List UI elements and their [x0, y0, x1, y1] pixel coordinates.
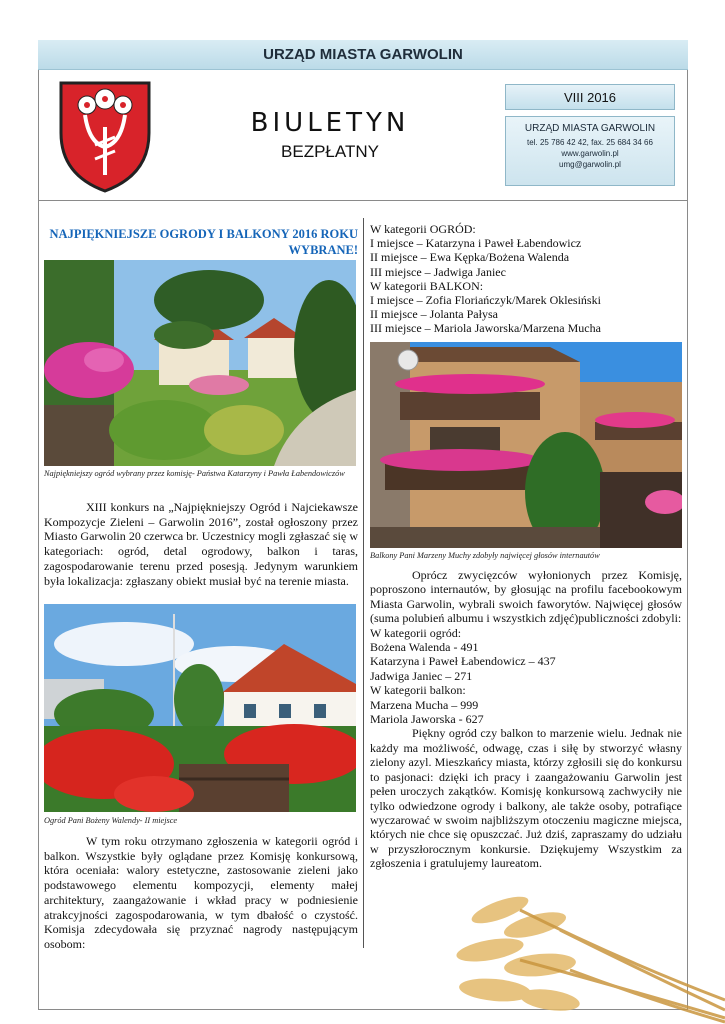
office-banner: URZĄD MIASTA GARWOLIN	[38, 40, 688, 70]
photo-caption-first-place: Najpiękniejszy ogród wybrany przez komisję- Państwa Katarzyny i Pawła Łabendowiczów	[44, 469, 345, 478]
article-headline: NAJPIĘKNIEJSZE OGRODY I BALKONY 2016 ROKU WYBRANE!	[49, 227, 358, 257]
intro-paragraph-text: XIII konkurs na „Najpiękniejszy Ogród i Najciekawsze Kompozycje Zieleni – Garwolin 2016”, został ogłoszony przez Miasto Garwolin 20 czerwca br. Uczestnicy mogli zgłaszać się w kategoriach: ogród, detal ogrodowy, balkon i taras, zagospodarowanie terenu przed posesją. Jedynym warunkiem była lokalizacja: zgłaszany obiekt musiał być na terenie miasta.	[44, 500, 358, 588]
header-divider	[38, 200, 688, 201]
closing-paragraph: Piękny ogród czy balkon to marzenie wielu. Jednak nie każdy ma możliwość, odwagę, czas i siłę by stworzyć własny zielony azyl. Mieszkańcy miasta, którzy zgłosili się do konkursu to pasjonaci: dzięki ich pracy i zaangażowaniu Garwolin jest pełen uroczych zakątków. Komisję konkursową zachwyciły nie tylko odwiedzone ogrody i balkony, ale także osoby, potrafiące wyczarować w swoim najbliższym otoczeniu magiczne miejsca, których nie chce się opuszczać. Już dziś, zapraszamy do udziału w przyszłorocznym konkursie. Dziękujemy Wszystkim za zgłoszenia i gratulujemy laureatom.	[370, 726, 682, 871]
winners-line: II miejsce – Jolanta Pałysa	[370, 307, 498, 322]
column-divider	[363, 218, 364, 948]
competition-paragraph	[44, 834, 358, 952]
contact-web: www.garwolin.pl	[561, 149, 619, 158]
bulletin-title: BIULETYN	[250, 108, 410, 138]
winners-list	[370, 222, 682, 336]
photo-caption-second-place: Ogród Pani Bożeny Walendy- II miejsce	[44, 816, 178, 825]
winners-line: III miejsce – Jadwiga Janiec	[370, 264, 506, 279]
photo-caption-balcony: Balkony Pani Marzeny Muchy zdobyły najwięcej głosów internautów	[370, 551, 600, 560]
votes-line: W kategorii balkon:	[370, 683, 466, 698]
votes-line: Jadwiga Janiec – 271	[370, 668, 473, 683]
votes-line: Katarzyna i Paweł Łabendowicz – 437	[370, 654, 556, 669]
bulletin-subtitle: BEZPŁATNY	[281, 142, 379, 161]
votes-line: Marzena Mucha – 999	[370, 697, 479, 712]
contact-phone: tel. 25 786 42 42, fax. 25 684 34 66	[527, 138, 653, 147]
voting-paragraph: Oprócz zwycięzców wyłonionych przez Komisję, poproszono internautów, by głosując na profilu facebookowym Miasta Garwolin, wybrali swoich faworytów. Najwięcej głosów (suma polubień albumu i wszystkich zdjęć)publiczności zdobyli:	[370, 568, 682, 626]
contact-box	[505, 116, 675, 186]
winners-line: I miejsce – Zofia Floriańczyk/Marek Oklesiński	[370, 293, 601, 308]
winners-line: III miejsce – Mariola Jaworska/Marzena Mucha	[370, 321, 601, 336]
votes-line: Mariola Jaworska - 627	[370, 712, 484, 727]
issue-date: VIII 2016	[505, 84, 675, 110]
votes-line: Bożena Walenda - 491	[370, 640, 479, 655]
winners-line: W kategorii OGRÓD:	[370, 222, 476, 236]
garden-photo-first-place	[44, 260, 356, 466]
garden-photo-second-place	[44, 604, 356, 812]
contact-name: URZĄD MIASTA GARWOLIN	[524, 123, 656, 134]
wheat-decoration-icon	[440, 850, 725, 1024]
balcony-photo	[370, 342, 682, 548]
competition-paragraph-text: W tym roku otrzymano zgłoszenia w kategorii ogród i balkon. Wszystkie były oglądane przez Komisję konkursową, która oceniała: walory estetyczne, zastosowanie zieleni jako podstawowego elementu kompozycji, elementy małej architektury, zaangażowanie i wkład pracy w podniesienie atrakcyjności zagospodarowania, w tym dbałość o czystość. Komisja zdecydowała się przyznać nagrody następującym osobom:	[44, 834, 358, 951]
contact-email: umg@garwolin.pl	[559, 160, 621, 169]
winners-line: I miejsce – Katarzyna i Paweł Łabendowicz	[370, 236, 582, 251]
garwolin-crest-icon	[55, 75, 155, 195]
votes-line: W kategorii ogród:	[370, 625, 462, 640]
winners-line: II miejsce – Ewa Kępka/Bożena Walenda	[370, 250, 570, 265]
intro-paragraph	[44, 500, 358, 588]
voting-section	[370, 568, 682, 871]
winners-line: W kategorii BALKON:	[370, 278, 484, 293]
